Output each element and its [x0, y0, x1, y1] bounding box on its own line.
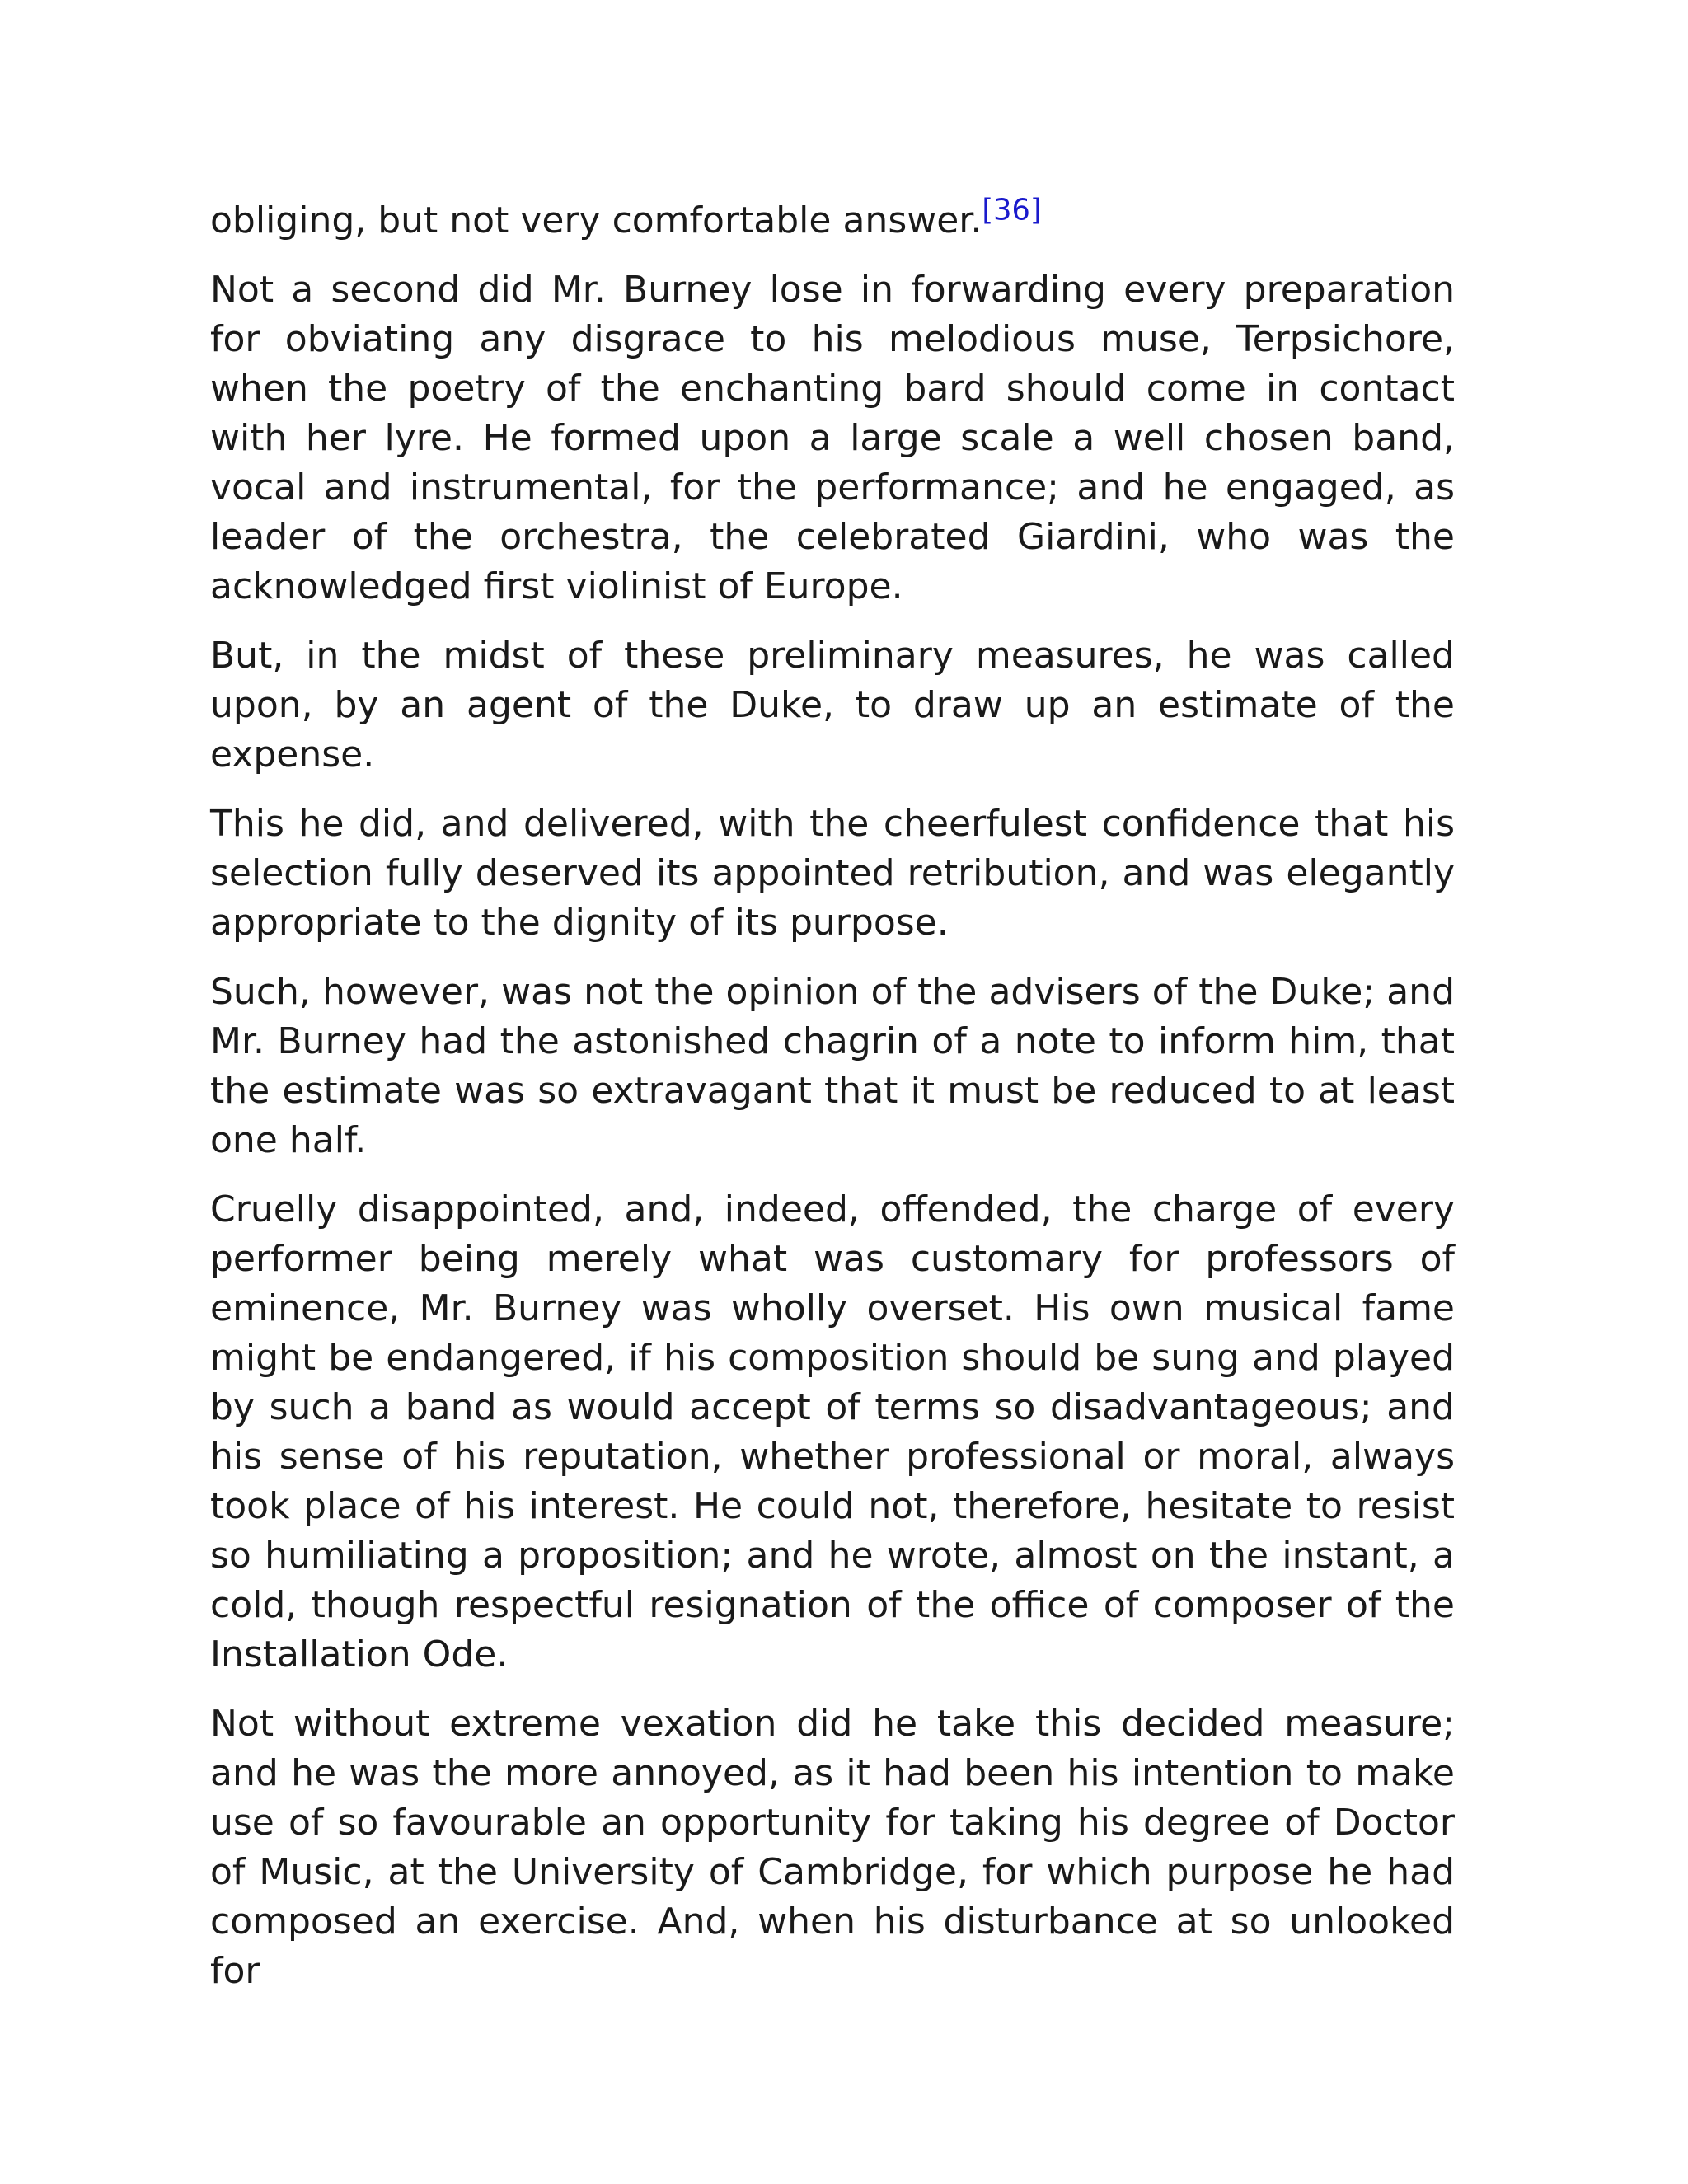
- footnote-link-36[interactable]: [36]: [982, 193, 1042, 227]
- document-page: [210, 193, 1455, 2016]
- paragraph-text: obliging, but not very comfortable answer.: [210, 199, 982, 241]
- paragraph-3: But, in the midst of these preliminary measures, he was called upon, by an agent of the Duke, to draw up an estimate of the expense.: [210, 635, 1455, 776]
- paragraph-4: This he did, and delivered, with the cheerfulest confidence that his selection fully deserved its appointed retribution, and was elegantly appropriate to the dignity of its purpose.: [210, 803, 1455, 944]
- paragraph-7: Not without extreme vexation did he take this decided measure; and he was the more annoyed, as it had been his intention to make use of so favourable an opportunity for taking his degree of Doctor of Music, at the University of Cambridge, for which purpose he had composed an exercise. And, when his disturbance at so unlooked for: [210, 1703, 1455, 1992]
- paragraph-2: Not a second did Mr. Burney lose in forwarding every preparation for obviating any disgrace to his melodious muse, Terpsichore, when the poetry of the enchanting bard should come in contact with her lyre. He formed upon a large scale a well chosen band, vocal and instrumental, for the performance; and he engaged, as leader of the orchestra, the celebrated Giardini, who was the acknowledged first violinist of Europe.: [210, 269, 1455, 607]
- paragraph-5: Such, however, was not the opinion of the advisers of the Duke; and Mr. Burney had the astonished chagrin of a note to inform him, that the estimate was so extravagant that it must be reduced to at least one half.: [210, 971, 1455, 1161]
- paragraph-1: [210, 193, 1455, 246]
- paragraph-6: Cruelly disappointed, and, indeed, offended, the charge of every performer being merely what was customary for professors of eminence, Mr. Burney was wholly overset. His own musical fame might be endangered, if his composition should be sung and played by such a band as would accept of terms so disadvantageous; and his sense of his reputation, whether professional or moral, always took place of his interest. He could not, therefore, hesitate to resist so humiliating a proposition; and he wrote, almost on the instant, a cold, though respectful resignation of the office of composer of the Installation Ode.: [210, 1188, 1455, 1675]
